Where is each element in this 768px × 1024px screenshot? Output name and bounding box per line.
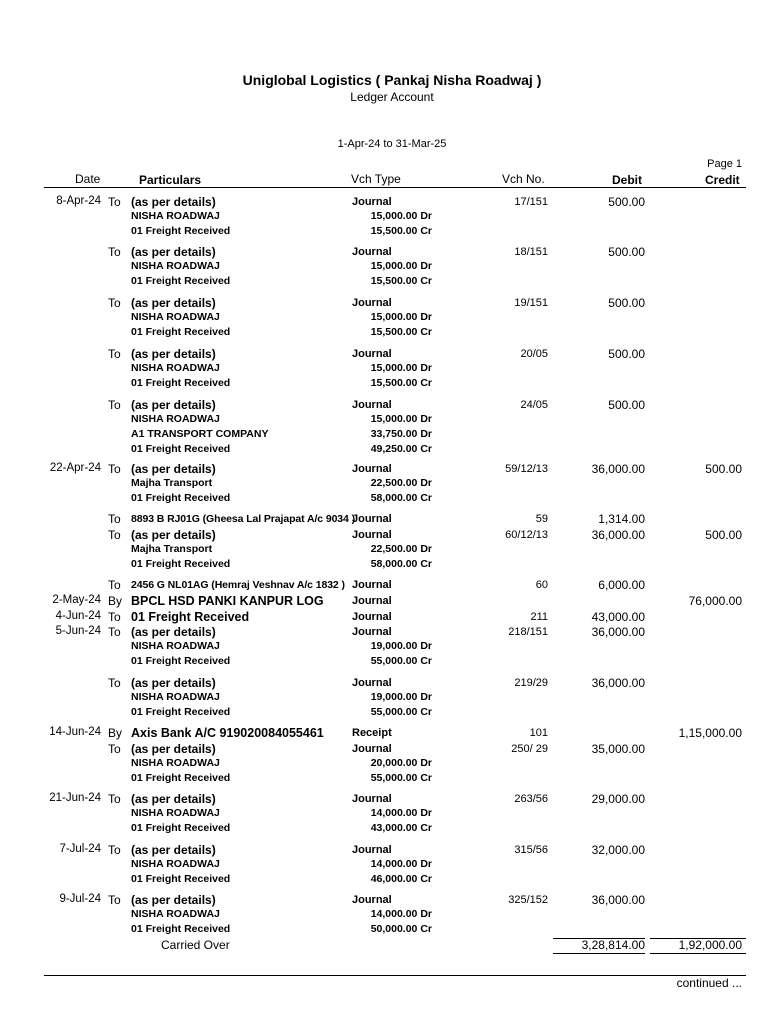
entry-vch-no: 263/56 [514, 793, 548, 805]
entry-vch-type: Journal [352, 743, 392, 755]
column-header-vch-type: Vch Type [351, 172, 401, 186]
entry-particulars: (as per details) [131, 398, 216, 412]
detail-amount: 15,000.00 Dr [370, 260, 432, 272]
detail-amount: 22,500.00 Dr [370, 543, 432, 555]
entry-vch-type: Journal [352, 513, 392, 525]
entry-particulars: Axis Bank A/C 919020084055461 [131, 726, 324, 740]
detail-amount: 15,500.00 Cr [370, 325, 432, 338]
column-header-particulars: Particulars [139, 173, 202, 187]
entry-particulars: (as per details) [131, 195, 216, 209]
detail-amount: 49,250.00 Cr [370, 442, 432, 455]
detail-ledger-name: 01 Freight Received [131, 705, 231, 718]
entry-vch-type: Journal [352, 399, 392, 411]
entry-date: 14-Jun-24 [49, 726, 101, 738]
entry-to-by: To [108, 195, 121, 209]
entry-to-by: To [108, 245, 121, 259]
entry-to-by: To [108, 462, 121, 476]
entry-credit: 1,15,000.00 [678, 726, 742, 740]
detail-ledger-name: 01 Freight Received [131, 274, 231, 287]
entry-vch-no: 60 [535, 579, 548, 591]
entry-vch-type: Journal [352, 677, 392, 689]
entry-vch-type: Journal [352, 348, 392, 360]
detail-ledger-name: 01 Freight Received [131, 922, 231, 935]
detail-ledger-name: NISHA ROADWAJ [131, 640, 220, 652]
detail-amount: 19,000.00 Dr [370, 691, 432, 703]
entry-to-by: To [108, 742, 121, 756]
entry-debit: 500.00 [608, 195, 645, 209]
entry-credit: 500.00 [705, 528, 742, 542]
entry-debit: 500.00 [608, 347, 645, 361]
detail-amount: 20,000.00 Dr [370, 757, 432, 769]
detail-ledger-name: 01 Freight Received [131, 771, 231, 784]
entry-credit: 500.00 [705, 462, 742, 476]
header-rule [44, 187, 746, 188]
entry-vch-type: Journal [352, 297, 392, 309]
entry-debit: 36,000.00 [591, 462, 645, 476]
detail-ledger-name: NISHA ROADWAJ [131, 691, 220, 703]
entry-date: 21-Jun-24 [49, 792, 101, 804]
detail-ledger-name: NISHA ROADWAJ [131, 858, 220, 870]
entry-vch-no: 59 [535, 513, 548, 525]
report-period: 1-Apr-24 to 31-Mar-25 [337, 138, 447, 150]
detail-amount: 19,000.00 Dr [370, 640, 432, 652]
detail-amount: 43,000.00 Cr [370, 821, 432, 834]
entry-vch-no: 17/151 [514, 196, 548, 208]
detail-amount: 14,000.00 Dr [370, 908, 432, 920]
entry-to-by: To [108, 296, 121, 310]
entry-vch-type: Receipt [352, 727, 392, 739]
entry-to-by: To [108, 512, 121, 526]
page-number: Page 1 [707, 158, 742, 170]
entry-debit: 36,000.00 [591, 528, 645, 542]
detail-amount: 15,000.00 Dr [370, 413, 432, 425]
entry-particulars: (as per details) [131, 528, 216, 542]
entry-date: 2-May-24 [52, 594, 101, 606]
entry-vch-no: 101 [529, 727, 548, 739]
detail-ledger-name: 01 Freight Received [131, 376, 231, 389]
column-header-credit: Credit [705, 173, 740, 187]
entry-particulars: (as per details) [131, 742, 216, 756]
detail-ledger-name: NISHA ROADWAJ [131, 757, 220, 769]
entry-vch-no: 219/29 [514, 677, 548, 689]
column-header-debit: Debit [612, 173, 642, 187]
detail-ledger-name: NISHA ROADWAJ [131, 807, 220, 819]
entry-particulars: 2456 G NL01AG (Hemraj Veshnav A/c 1832 ) [131, 579, 345, 591]
entry-debit: 1,314.00 [598, 512, 645, 526]
detail-amount: 58,000.00 Cr [370, 491, 432, 504]
continued-note: continued ... [676, 976, 742, 990]
entry-particulars: BPCL HSD PANKI KANPUR LOG [131, 594, 324, 608]
entry-to-by: To [108, 676, 121, 690]
detail-ledger-name: NISHA ROADWAJ [131, 210, 220, 222]
entry-vch-no: 325/152 [508, 894, 548, 906]
company-title: Uniglobal Logistics ( Pankaj Nisha Roadwaj ) [242, 72, 542, 88]
entry-vch-type: Journal [352, 894, 392, 906]
detail-ledger-name: 01 Freight Received [131, 442, 231, 455]
entry-debit: 36,000.00 [591, 893, 645, 907]
entry-vch-type: Journal [352, 579, 392, 591]
entry-vch-no: 19/151 [514, 297, 548, 309]
carried-over-debit: 3,28,814.00 [581, 938, 645, 952]
entry-vch-type: Journal [352, 595, 392, 607]
entry-vch-type: Journal [352, 844, 392, 856]
detail-amount: 55,000.00 Cr [370, 771, 432, 784]
detail-ledger-name: 01 Freight Received [131, 821, 231, 834]
detail-amount: 50,000.00 Cr [370, 922, 432, 935]
entry-vch-type: Journal [352, 246, 392, 258]
entry-vch-no: 60/12/13 [505, 529, 548, 541]
entry-date: 22-Apr-24 [49, 462, 101, 474]
entry-debit: 36,000.00 [591, 676, 645, 690]
entry-vch-no: 250/ 29 [511, 743, 548, 755]
entry-particulars: (as per details) [131, 625, 216, 639]
entry-vch-type: Journal [352, 196, 392, 208]
entry-to-by: To [108, 843, 121, 857]
entry-particulars: (as per details) [131, 245, 216, 259]
detail-ledger-name: Majha Transport [131, 543, 213, 555]
entry-credit: 76,000.00 [688, 594, 742, 608]
carried-over-credit: 1,92,000.00 [678, 938, 742, 952]
detail-ledger-name: NISHA ROADWAJ [131, 413, 220, 425]
report-subtitle: Ledger Account [350, 90, 434, 104]
entry-particulars: 8893 B RJ01G (Gheesa Lal Prajapat A/c 9034 ) [131, 513, 355, 525]
entry-to-by: By [108, 594, 123, 608]
entry-to-by: To [108, 792, 121, 806]
entry-particulars: (as per details) [131, 676, 216, 690]
entry-date: 5-Jun-24 [55, 625, 101, 637]
entry-vch-no: 59/12/13 [505, 463, 548, 475]
entry-vch-type: Journal [352, 793, 392, 805]
detail-amount: 58,000.00 Cr [370, 557, 432, 570]
entry-debit: 500.00 [608, 398, 645, 412]
debit-total-underline [553, 953, 645, 954]
entry-debit: 35,000.00 [591, 742, 645, 756]
detail-amount: 15,000.00 Dr [370, 210, 432, 222]
carried-over-label: Carried Over [161, 938, 230, 952]
entry-vch-type: Journal [352, 626, 392, 638]
column-header-vch-no: Vch No. [502, 172, 545, 186]
entry-vch-type: Journal [352, 611, 392, 623]
entry-to-by: To [108, 528, 121, 542]
entry-vch-no: 211 [530, 611, 548, 623]
entry-debit: 500.00 [608, 245, 645, 259]
entry-to-by: To [108, 625, 121, 639]
entry-debit: 6,000.00 [598, 578, 645, 592]
detail-amount: 15,000.00 Dr [370, 311, 432, 323]
entry-to-by: To [108, 893, 121, 907]
detail-ledger-name: 01 Freight Received [131, 224, 231, 237]
detail-ledger-name: Majha Transport [131, 477, 213, 489]
detail-amount: 15,500.00 Cr [370, 274, 432, 287]
entry-to-by: By [108, 726, 123, 740]
entry-debit: 36,000.00 [591, 625, 645, 639]
entry-to-by: To [108, 578, 121, 592]
entry-vch-no: 20/05 [520, 348, 548, 360]
detail-amount: 15,500.00 Cr [370, 376, 432, 389]
detail-amount: 15,000.00 Dr [370, 362, 432, 374]
detail-ledger-name: 01 Freight Received [131, 325, 231, 338]
entry-particulars: (as per details) [131, 347, 216, 361]
entry-date: 4-Jun-24 [55, 610, 101, 622]
entry-particulars: (as per details) [131, 843, 216, 857]
entry-vch-no: 218/151 [508, 626, 548, 638]
entry-vch-type: Journal [352, 529, 392, 541]
detail-amount: 14,000.00 Dr [370, 807, 432, 819]
entry-particulars: (as per details) [131, 893, 216, 907]
detail-ledger-name: NISHA ROADWAJ [131, 362, 220, 374]
detail-ledger-name: A1 TRANSPORT COMPANY [131, 427, 269, 440]
detail-ledger-name: NISHA ROADWAJ [131, 908, 220, 920]
entry-debit: 43,000.00 [591, 610, 645, 624]
entry-date: 7-Jul-24 [59, 843, 101, 855]
detail-amount: 33,750.00 Dr [370, 427, 432, 440]
detail-ledger-name: 01 Freight Received [131, 654, 231, 667]
entry-debit: 29,000.00 [591, 792, 645, 806]
entry-vch-type: Journal [352, 463, 392, 475]
entry-particulars: (as per details) [131, 462, 216, 476]
detail-amount: 22,500.00 Dr [370, 477, 432, 489]
entry-vch-no: 18/151 [514, 246, 548, 258]
entry-debit: 32,000.00 [591, 843, 645, 857]
detail-amount: 46,000.00 Cr [370, 872, 432, 885]
entry-particulars: (as per details) [131, 792, 216, 806]
entry-to-by: To [108, 610, 121, 624]
entry-vch-no: 24/05 [520, 399, 548, 411]
entry-particulars: 01 Freight Received [131, 610, 250, 624]
credit-total-underline [650, 953, 746, 954]
detail-amount: 14,000.00 Dr [370, 858, 432, 870]
detail-ledger-name: 01 Freight Received [131, 872, 231, 885]
entry-debit: 500.00 [608, 296, 645, 310]
footer-rule [44, 975, 746, 976]
detail-amount: 55,000.00 Cr [370, 654, 432, 667]
entry-particulars: (as per details) [131, 296, 216, 310]
entry-to-by: To [108, 347, 121, 361]
detail-ledger-name: NISHA ROADWAJ [131, 311, 220, 323]
column-header-date: Date [75, 172, 101, 186]
detail-ledger-name: NISHA ROADWAJ [131, 260, 220, 272]
entry-date: 9-Jul-24 [59, 893, 101, 905]
detail-ledger-name: 01 Freight Received [131, 491, 231, 504]
detail-ledger-name: 01 Freight Received [131, 557, 231, 570]
detail-amount: 15,500.00 Cr [370, 224, 432, 237]
entry-vch-no: 315/56 [514, 844, 548, 856]
entry-to-by: To [108, 398, 121, 412]
detail-amount: 55,000.00 Cr [370, 705, 432, 718]
entry-date: 8-Apr-24 [56, 195, 101, 207]
